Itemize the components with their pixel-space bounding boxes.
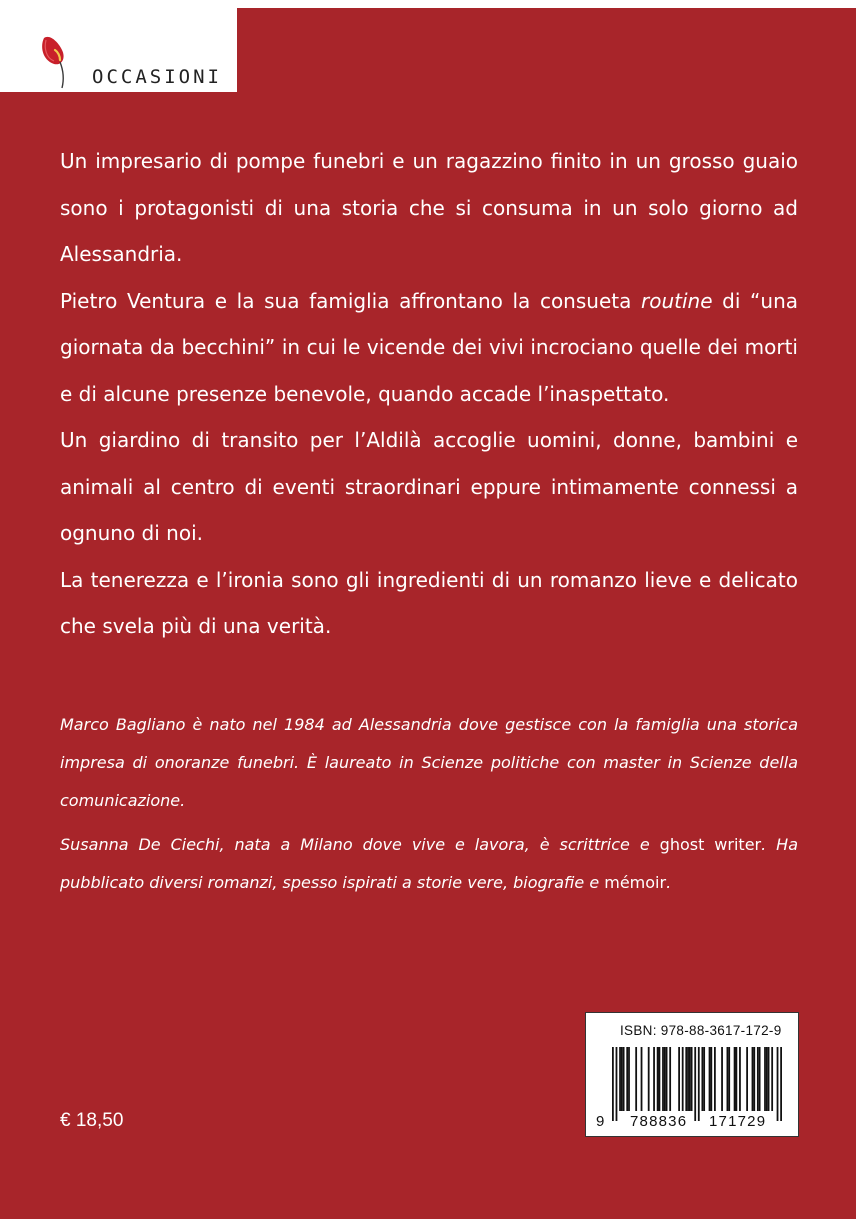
barcode-bar: [727, 1047, 729, 1111]
barcode-bar: [768, 1047, 770, 1111]
barcode-bar: [777, 1047, 779, 1121]
series-logo: [0, 8, 237, 92]
synopsis: [60, 138, 798, 650]
barcode-bar: [657, 1047, 659, 1111]
author-bio: Marco Bagliano è nato nel 1984 ad Alessandria dove gestisce con la famiglia una storica impresa di onoranze funebri. È laureato in Scienze politiche con master in Scienze della comunicazione.: [60, 715, 798, 810]
barcode-bar: [662, 1047, 664, 1111]
barcode-bar: [735, 1047, 737, 1111]
barcode-bars: [612, 1047, 782, 1121]
barcode-bar: [659, 1047, 661, 1111]
barcode-bar: [701, 1047, 703, 1111]
barcode-bar: [757, 1047, 759, 1111]
barcode-bar: [682, 1047, 684, 1111]
barcode-bar: [780, 1047, 782, 1121]
barcode-digits-right: 171729: [709, 1113, 767, 1130]
barcode-bar: [623, 1047, 625, 1111]
barcode-bar: [764, 1047, 766, 1111]
barcode-bar: [759, 1047, 761, 1111]
barcode-digit-first: 9: [596, 1113, 605, 1130]
barcode-bar: [709, 1047, 711, 1111]
barcode-bar: [653, 1047, 655, 1111]
barcode-bar: [739, 1047, 741, 1111]
barcode-bar: [685, 1047, 687, 1111]
barcode-digits-left: 788836: [630, 1113, 688, 1130]
barcode-bar: [678, 1047, 680, 1111]
isbn-barcode: [585, 1012, 799, 1137]
barcode-bar: [710, 1047, 712, 1111]
barcode-bar: [752, 1047, 754, 1111]
barcode-bar: [753, 1047, 755, 1111]
barcode-bar: [766, 1047, 768, 1111]
barcode-bar: [628, 1047, 630, 1111]
barcode-bar: [714, 1047, 716, 1111]
barcode-bar: [687, 1047, 689, 1111]
barcode-bar: [669, 1047, 671, 1111]
barcode-bar: [612, 1047, 614, 1121]
barcode-bar: [635, 1047, 637, 1111]
price: € 18,50: [60, 1110, 124, 1131]
barcode-bar: [621, 1047, 623, 1111]
barcode-bar: [698, 1047, 700, 1121]
barcode-bar: [616, 1047, 618, 1121]
barcode-bar: [641, 1047, 643, 1111]
barcode-bar: [721, 1047, 723, 1111]
barcode-bar: [689, 1047, 691, 1111]
barcode-bar: [619, 1047, 621, 1111]
barcode-bar: [666, 1047, 668, 1111]
synopsis-paragraph: La tenerezza e l’ironia sono gli ingredienti di un romanzo lieve e delicato che svela più di una verità.: [60, 567, 798, 638]
series-name: OCCASIONI: [92, 66, 222, 88]
barcode-bar: [734, 1047, 736, 1111]
barcode-bar: [691, 1047, 693, 1111]
barcode-bar: [694, 1047, 696, 1121]
author-bio: Susanna De Ciechi, nata a Milano dove vive e lavora, è scrittrice e ghost writer. Ha pubblicato diversi romanzi, spesso ispirati a storie vere, biografie e mémoir.: [60, 835, 799, 892]
barcode-bar: [771, 1047, 773, 1111]
barcode-bar: [648, 1047, 650, 1111]
anthurium-flower-icon: [36, 30, 76, 90]
isbn-label: ISBN: 978-88-3617-172-9: [620, 1023, 782, 1038]
barcode-bar: [746, 1047, 748, 1111]
barcode-bar: [664, 1047, 666, 1111]
synopsis-paragraph: Un impresario di pompe funebri e un ragazzino finito in un grosso guaio sono i protagonisti di una storia che si consuma in un solo giorno ad Alessandria.: [60, 149, 798, 266]
back-cover: [0, 8, 856, 1219]
barcode-bar: [728, 1047, 730, 1111]
synopsis-paragraph: Un giardino di transito per l’Aldilà accoglie uomini, donne, bambini e animali al centro di eventi straordinari eppure intimamente connessi a ognuno di noi.: [60, 428, 798, 545]
synopsis-paragraph: Pietro Ventura e la sua famiglia affrontano la consueta routine di “una giornata da becchini” in cui le vicende dei vivi incrociano quelle dei morti e di alcune presenze benevole, quando accade l’inaspettato.: [60, 288, 799, 406]
author-bios: [60, 706, 798, 908]
barcode-bar: [626, 1047, 628, 1111]
barcode-bar: [703, 1047, 705, 1111]
